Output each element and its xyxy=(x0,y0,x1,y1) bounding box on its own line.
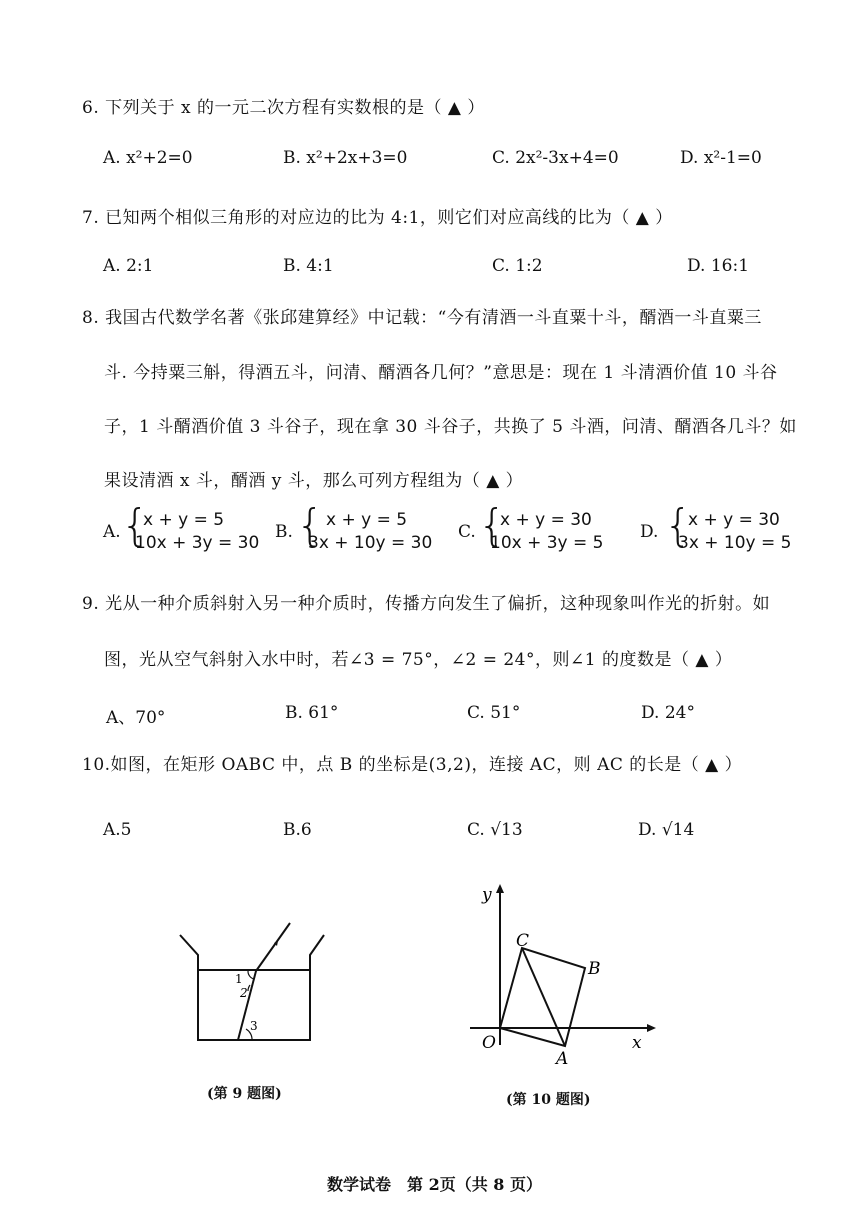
question-9-option-c: C. 51° xyxy=(467,703,521,723)
equation-1: x + y = 5 xyxy=(326,510,408,530)
question-10-option-a: A.5 xyxy=(103,820,132,840)
point-O-label: O xyxy=(482,1033,496,1053)
question-6-option-a: A. x²+2=0 xyxy=(103,148,193,168)
equation-1: x + y = 30 xyxy=(500,510,592,530)
point-C-label: C xyxy=(516,931,530,951)
question-10-option-c: C. √13 xyxy=(467,820,523,840)
question-8-option-d-letter: D. xyxy=(640,522,659,542)
figure-9-refraction-diagram xyxy=(170,915,340,1055)
diagonal-AC xyxy=(522,948,565,1046)
question-9-option-d: D. 24° xyxy=(641,703,695,723)
incident-ray xyxy=(256,923,290,971)
equation-2: 3x + 10y = 5 xyxy=(678,533,792,553)
question-8-option-b-letter: B. xyxy=(275,522,293,542)
question-9-option-a: A、70° xyxy=(106,708,166,728)
equation-1: x + y = 30 xyxy=(688,510,780,530)
question-8-option-a-system xyxy=(121,500,271,556)
angle-1-label: 1 xyxy=(235,972,243,986)
question-8-line-4: 果设清酒 x 斗，醑酒 y 斗，那么可列方程组为（ ▲ ） xyxy=(104,471,524,491)
y-axis-label: y xyxy=(482,885,492,905)
question-6-stem: 6. 下列关于 x 的一元二次方程有实数根的是（ ▲ ） xyxy=(82,98,485,118)
brace-symbol: { xyxy=(664,500,692,551)
question-6-option-d: D. x²-1=0 xyxy=(680,148,762,168)
question-10-option-b: B.6 xyxy=(283,820,312,840)
question-6-option-b: B. x²+2x+3=0 xyxy=(283,148,408,168)
y-axis-arrow-icon xyxy=(496,884,504,893)
x-axis-label: x xyxy=(632,1033,642,1053)
question-7-option-d: D. 16:1 xyxy=(687,256,750,276)
question-8-line-1: 8. 我国古代数学名著《张邱建算经》中记载：“今有清酒一斗直粟十斗，醑酒一斗直粟三 xyxy=(82,308,762,328)
question-7-option-b: B. 4:1 xyxy=(283,256,334,276)
question-8-line-2: 斗. 今持粟三斛，得酒五斗，问清、醑酒各几何？”意思是：现在 1 斗清酒价值 10 斗谷 xyxy=(104,363,778,383)
equation-1: x + y = 5 xyxy=(143,510,225,530)
x-axis-arrow-icon xyxy=(647,1024,656,1032)
point-A-label: A xyxy=(556,1049,569,1065)
question-9-option-b: B. 61° xyxy=(285,703,339,723)
brace-symbol: { xyxy=(121,500,149,551)
angle-1-arc xyxy=(248,971,254,979)
figure-9-caption: (第 9 题图) xyxy=(207,1086,282,1102)
figure-10-coordinate-diagram xyxy=(460,880,660,1065)
question-8-option-a-letter: A. xyxy=(103,522,121,542)
brace-symbol: { xyxy=(296,500,324,551)
question-7-option-a: A. 2:1 xyxy=(103,256,154,276)
question-8-option-c-letter: C. xyxy=(458,522,476,542)
angle-2-arc xyxy=(248,985,250,991)
question-10-stem: 10.如图，在矩形 OABC 中，点 B 的坐标是(3,2)，连接 AC，则 AC 的长是（ ▲ ） xyxy=(82,755,743,775)
angle-3-label: 3 xyxy=(250,1019,258,1033)
question-7-option-c: C. 1:2 xyxy=(492,256,543,276)
question-8-option-c-system xyxy=(478,500,618,556)
brace-symbol: { xyxy=(478,500,506,551)
question-9-line-1: 9. 光从一种介质斜射入另一种介质时，传播方向发生了偏折，这种现象叫作光的折射。如 xyxy=(82,594,771,614)
equation-2: 10x + 3y = 30 xyxy=(135,533,260,553)
question-8-option-b-system xyxy=(296,500,446,556)
point-B-label: B xyxy=(588,959,601,979)
angle-2-label: 2 xyxy=(240,986,248,1000)
question-9-line-2: 图，光从空气斜射入水中时，若∠3 = 75°，∠2 = 24°，则∠1 的度数是（ ▲ ） xyxy=(104,650,733,670)
question-6-option-c: C. 2x²-3x+4=0 xyxy=(492,148,619,168)
question-8-line-3: 子，1 斗醑酒价值 3 斗谷子，现在拿 30 斗谷子，共换了 5 斗酒，问清、醑酒各几斗？如 xyxy=(104,417,797,437)
question-7-stem: 7. 已知两个相似三角形的对应边的比为 4:1，则它们对应高线的比为（ ▲ ） xyxy=(82,208,673,228)
figure-10-caption: (第 10 题图) xyxy=(506,1092,591,1108)
equation-2: 10x + 3y = 5 xyxy=(490,533,604,553)
page-footer: 数学试卷 第 2页（共 8 页） xyxy=(327,1175,542,1194)
equation-2: 3x + 10y = 30 xyxy=(308,533,433,553)
question-8-option-d-system xyxy=(664,500,804,556)
question-10-option-d: D. √14 xyxy=(638,820,695,840)
